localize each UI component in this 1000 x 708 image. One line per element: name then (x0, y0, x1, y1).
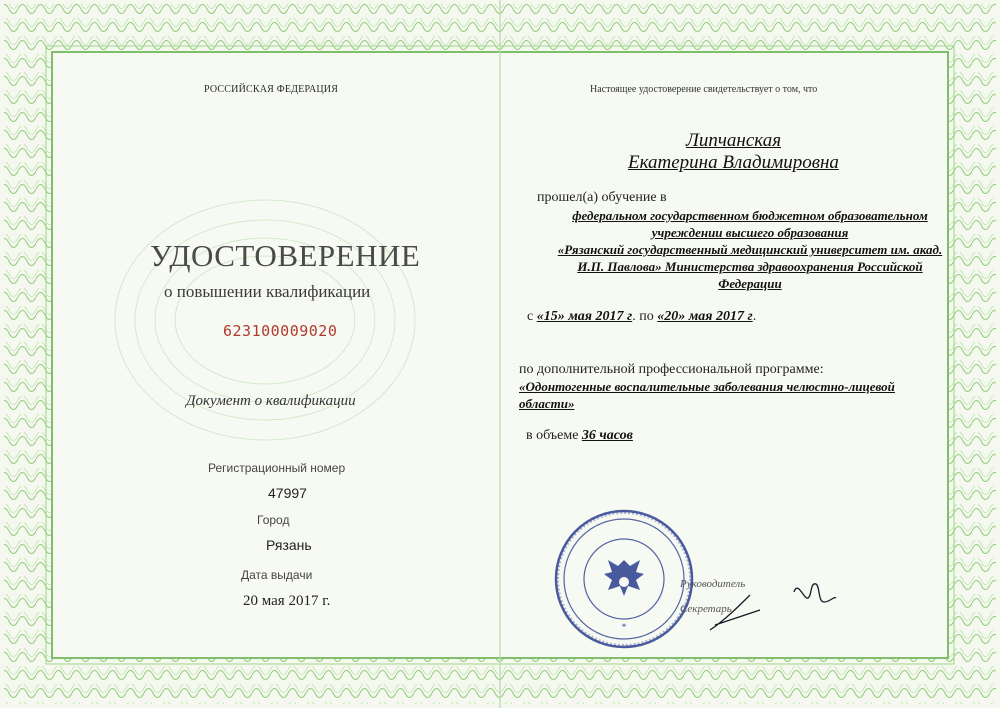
serial-number: 623100009020 (223, 322, 338, 340)
program-line-2: области» (519, 396, 575, 411)
signer-label-secretary: Секретарь (680, 603, 732, 615)
signature-secretary (790, 572, 840, 612)
org-line-2: учреждении высшего образования (651, 225, 849, 240)
program-line-1: «Одонтогенные воспалительные заболевания челюстно-лицевой (519, 379, 895, 394)
official-seal (553, 508, 695, 650)
period-line (527, 309, 756, 325)
date-to: «20» мая 2017 г (657, 309, 753, 324)
from-prefix: с (527, 309, 534, 324)
org-line-4: И.П. Павлова» Министерства здравоохранения Российской (577, 259, 923, 274)
org-line-1: федеральном государственном бюджетном образовательном (572, 208, 928, 223)
date-from: «15» мая 2017 г (536, 309, 633, 324)
registration-label: Регистрационный номер (208, 461, 346, 475)
intro-text: Настоящее удостоверение свидетельствует о том, что (590, 84, 818, 95)
svg-text:*: * (621, 622, 627, 632)
signer-label-head: Руководитель (680, 578, 746, 590)
document-subtitle: о повышении квалификации (164, 282, 371, 301)
holder-surname: Липчанская (686, 130, 782, 151)
city-value: Рязань (266, 537, 312, 553)
volume-line (526, 428, 633, 444)
period-end: . (752, 309, 757, 324)
program-label: по дополнительной профессиональной программе: (519, 362, 824, 377)
to-prefix: . по (632, 309, 654, 324)
document-type: Документ о квалификации (186, 393, 356, 409)
org-line-3: «Рязанский государственный медицинский университет им. акад. (557, 242, 943, 257)
issue-date-label: Дата выдачи (241, 568, 313, 582)
trained-label: прошел(а) обучение в (537, 190, 667, 205)
holder-name: Екатерина Владимировна (628, 152, 839, 173)
signature-head (705, 580, 775, 640)
registration-number: 47997 (268, 485, 307, 501)
issue-date: 20 мая 2017 г. (243, 593, 331, 609)
volume-value: 36 часов (581, 428, 633, 443)
city-label: Город (257, 513, 290, 527)
country-label: РОССИЙСКАЯ ФЕДЕРАЦИЯ (204, 84, 339, 95)
org-line-5: Федерации (718, 276, 782, 291)
document-title: УДОСТОВЕРЕНИЕ (150, 238, 421, 273)
volume-prefix: в объеме (526, 428, 579, 443)
